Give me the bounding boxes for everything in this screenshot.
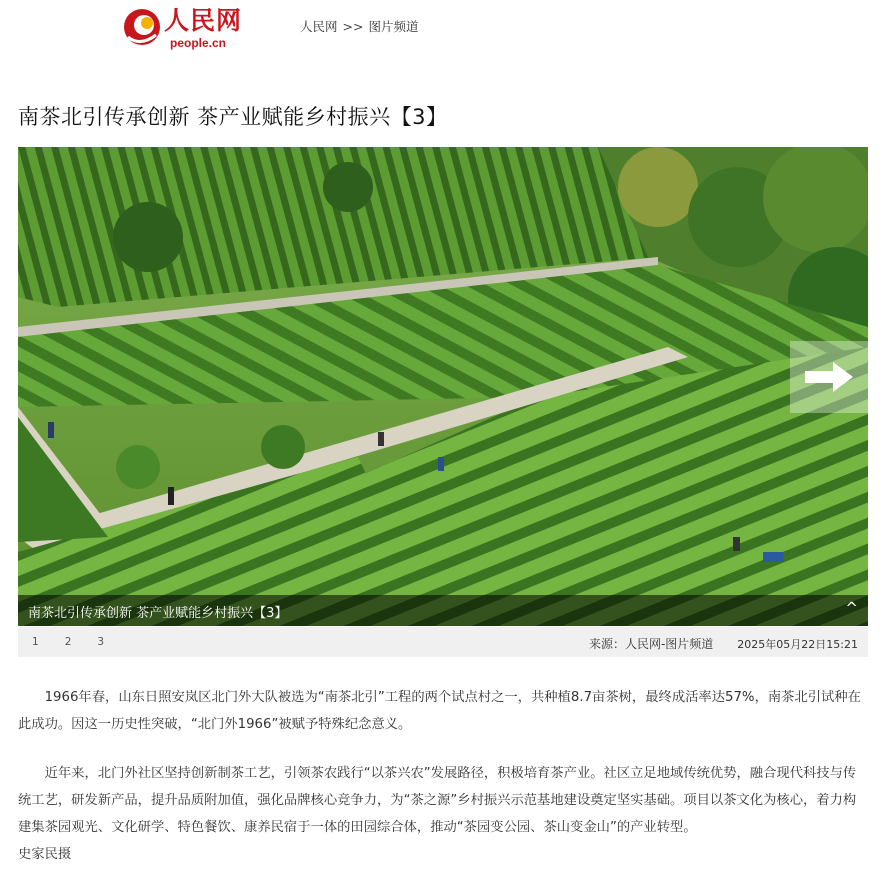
- breadcrumb-separator: >>: [342, 19, 364, 34]
- article-paragraph-1: 1966年春，山东日照安岚区北门外大队被选为“南茶北引”工程的两个试点村之一，共种植8.7亩茶树，最终成活率达57%，南茶北引试种在此成功。因这一历史性突破，“北门外1966”被赋予特殊纪念意义。: [18, 690, 861, 732]
- page-title: 南茶北引传承创新 茶产业赋能乡村振兴【3】: [18, 105, 448, 129]
- gallery-photo[interactable]: [18, 147, 868, 626]
- pager-item-1[interactable]: 1: [32, 636, 39, 648]
- site-header: [0, 0, 888, 60]
- people-logo-icon: [122, 7, 162, 47]
- article-body: [18, 684, 863, 890]
- article-paragraph-2: 近年来，北门外社区坚持创新制茶工艺，引领茶农践行“以茶兴农”发展路径，积极培育茶产业。社区立足地域传统优势，融合现代科技与传统工艺，研发新产品，提升品质附加值，强化品牌核心竞争力，为“茶之源”乡村振兴示范基地建设奠定坚实基础。项目以茶文化为核心，着力构建集茶园观光、文化研学、特色餐饮、康养民宿于一体的田园综合体，推动“茶园变公园、茶山变金山”的产业转型。: [18, 766, 857, 835]
- photo-caption: 南茶北引传承创新 茶产业赋能乡村振兴【3】: [28, 606, 288, 621]
- publish-date: 2025年05月22日15:21: [737, 638, 858, 651]
- pager-item-2[interactable]: 2: [64, 636, 72, 648]
- breadcrumb: [300, 17, 418, 35]
- photo-pager: [32, 636, 130, 648]
- breadcrumb-home-link[interactable]: 人民网: [300, 19, 338, 34]
- source-text: 来源：人民网-图片频道: [588, 637, 714, 651]
- tea-garden-photo: [18, 147, 868, 626]
- next-photo-button[interactable]: [790, 341, 868, 413]
- people-logo[interactable]: [122, 5, 242, 53]
- pager-item-3[interactable]: 3: [97, 636, 105, 648]
- photo-caption-bar: [18, 595, 868, 626]
- logo-text: 人民网: [164, 6, 243, 35]
- breadcrumb-channel-link[interactable]: 图片频道: [368, 19, 419, 34]
- photo-info-bar: [18, 627, 868, 657]
- logo-url: people.cn: [170, 36, 227, 50]
- source-info: [589, 635, 858, 652]
- collapse-caption-icon[interactable]: ^: [845, 599, 858, 617]
- arrow-right-icon: [803, 360, 855, 394]
- photo-author: 史家民摄: [18, 847, 72, 862]
